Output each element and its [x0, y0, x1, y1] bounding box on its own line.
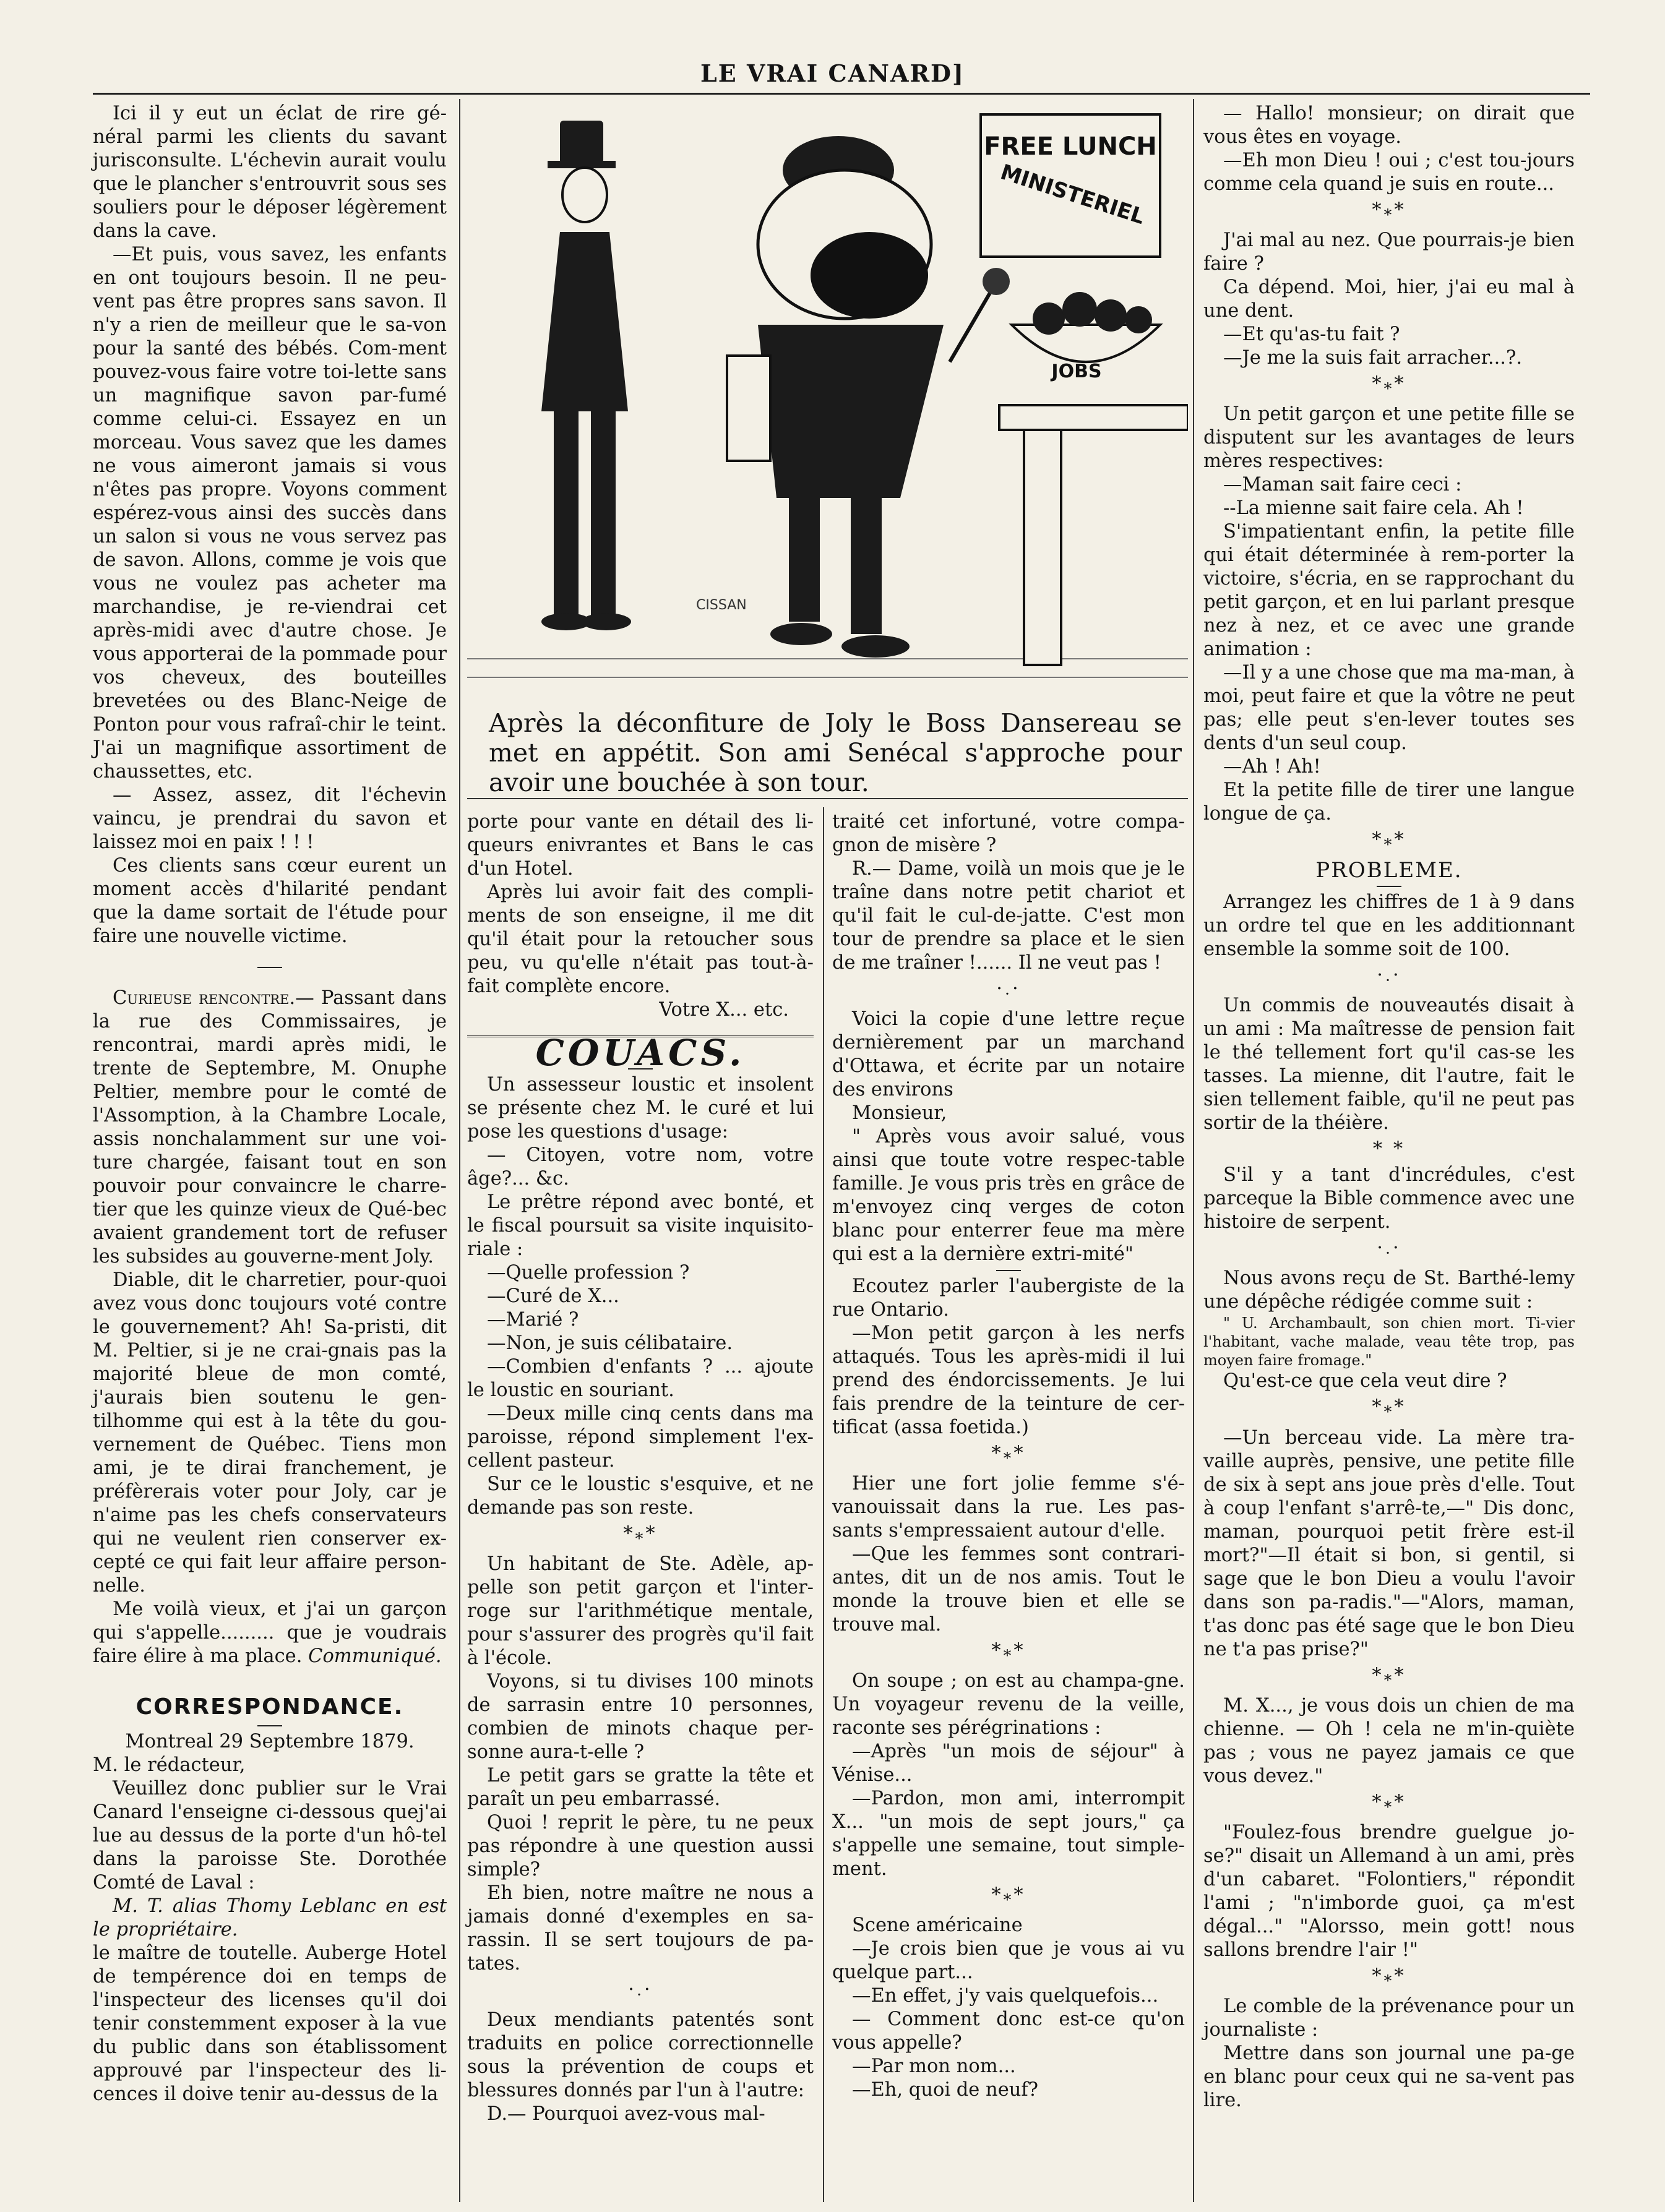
article-paragraph: Un assesseur loustic et insolent se présente chez M. le curé et lui pose les questions d'usage: — [467, 1074, 814, 1142]
article-paragraph: Voyons, si tu divises 100 minots de sarrasin entre 10 personnes, combien de minots chaque per-sonne aura-t-elle ? — [467, 1671, 814, 1764]
article-paragraph: Ca dépend. Moi, hier, j'ai eu mal à une dent. — [1203, 276, 1575, 322]
separator-stars: $\cdot_\cdot\cdot$ — [996, 978, 1021, 1003]
article-paragraph: traité cet infortuné, votre compa-gnon de misère ? — [832, 811, 1185, 856]
article-paragraph: —Et puis, vous savez, les enfants en ont toujours besoin. Il ne peu-vent pas être propres sans savon. Il n'y a rien de meilleur que le sa-von pour la santé des bébés. Com-ment pouvez-vous faire votre toi-lette sans un magnifique savon par-fumé comme celui-ci. Essayez en un morceau. Vous savez que les dames ne vous aimeront jamais si vous n'êtes pas propre. Voyons comment espérez-vous ainsi des succès dans un salon si vous ne vous servez pas de savon. Allons, comme je vois que vous ne voulez pas acheter ma marchandise, je re-viendrai cet après-midi avec d'autre chose. Je vous apporterai de la pommade pour vos cheveux, des bouteilles brevetées ou des Blanc-Neige de Ponton pour vous rafraî-chir le teint. J'ai un magnifique assortiment de chaussettes, etc. — [93, 244, 447, 782]
article-paragraph: Eh bien, notre maître ne nous a jamais donné d'exemples en sa-rassin. Il se sert toujours de pa-tates. — [467, 1882, 814, 1975]
signature: Communiqué. — [308, 1645, 442, 1667]
article-paragraph: Sur ce le loustic s'esquive, et ne demande pas son reste. — [467, 1473, 814, 1519]
article-paragraph: Voici la copie d'une lettre reçue dernièrement par un marchand d'Ottawa, et écrite par un notaire des environs — [832, 1008, 1185, 1101]
article-paragraph: —Ah ! Ah! — [1223, 756, 1321, 778]
article-paragraph: —Deux mille cinq cents dans ma paroisse, répond simplement l'ex-cellent pasteur. — [467, 1403, 814, 1472]
article-paragraph: " Après vous avoir salué, vous ainsi que toute votre respec-table famille. Je vous pris très en grâce de m'envoyez cinq verges de coton blanc pour enterrer feue ma mère qui est a la dernière extri-mité" — [832, 1126, 1185, 1266]
article-paragraph: Arrangez les chiffres de 1 à 9 dans un ordre tel que en les additionnant ensemble la somme soit de 100. — [1203, 891, 1575, 961]
article-paragraph: " U. Archambault, son chien mort. Ti-vier l'habitant, vache malade, veau tête trop, pas moyen faire fromage." — [1203, 1314, 1575, 1370]
third-column — [832, 810, 1185, 2102]
article-paragraph: —Quelle profession ? — [487, 1262, 690, 1284]
page-header: LE VRAI CANARD] — [700, 59, 965, 87]
separator-stars: $*_**$ — [1372, 1791, 1406, 1816]
article-paragraph: Après lui avoir fait des compli-ments de son enseigne, il me dit qu'il était pour la retoucher sous peu, vu qu'elle n'était pas tout-à-fait complète encore. — [467, 881, 814, 997]
article-paragraph: —En effet, j'y vais quelquefois... — [852, 1985, 1159, 2007]
article-paragraph: Et la petite fille de tirer une langue longue de ça. — [1203, 779, 1575, 825]
separator-stars: $*_**$ — [1372, 373, 1406, 398]
article-paragraph: —Après "un mois de séjour" à Vénise... — [832, 1741, 1185, 1786]
section-title: COUACS. — [535, 1032, 746, 1074]
article-paragraph: --La mienne sait faire cela. Ah ! — [1223, 497, 1524, 520]
signature: Votre X... etc. — [659, 999, 789, 1021]
article-paragraph: —Eh mon Dieu ! oui ; c'est tou-jours comme cela quand je suis en route... — [1203, 150, 1575, 195]
article-paragraph: — Hallo! monsieur; on dirait que vous êtes en voyage. — [1203, 103, 1575, 148]
separator-stars: $\cdot_\cdot\cdot$ — [1377, 964, 1401, 990]
article-paragraph: Veuillez donc publier sur le Vrai Canard l'enseigne ci-dessous quej'ai lue au dessus de la porte d'un hô-tel dans la paroisse Ste. Dorothée Comté de Laval : — [93, 1778, 447, 1893]
article-paragraph: Quoi ! reprit le père, tu ne peux pas répondre à une question aussi simple? — [467, 1812, 814, 1881]
separator-stars: $\cdot_\cdot\cdot$ — [628, 1979, 653, 2004]
article-paragraph: —Eh, quoi de neuf? — [852, 2079, 1039, 2101]
article-paragraph: —Mon petit garçon à les nerfs attaqués. Tous les après-midi il lui prend des éndorcissements. Je lui fais prendre de la teinture de cer-tificat (assa foetida.) — [832, 1322, 1185, 1439]
separator-stars: $*_**$ — [1372, 199, 1406, 225]
artist-signature: CISSAN — [696, 598, 747, 613]
left-column — [93, 102, 447, 2106]
section-title: CORRESPONDANCE. — [136, 1694, 404, 1720]
article-paragraph: —Un berceau vide. La mère tra-vaille auprès, pensive, une petite fille de six à sept ans joue près d'elle. Tout à coup l'enfant s'arrê-te,—" Dis donc, maman, pourquoi petit frère est-il mort?"—Il était si bon, si gentil, si sage que le bon Dieu a voulu l'avoir dans son pa-radis."—"Alors, maman, t'as donc pas été sage que le bon Dieu ne t'a pas prise?" — [1203, 1426, 1575, 1660]
sign-text: FREE LUNCH — [984, 132, 1157, 161]
separator — [257, 967, 282, 968]
article-paragraph: Me voilà vieux, et j'ai un garçon qui s'appelle......... que je voudrais faire élire à ma place. — [93, 1598, 447, 1667]
separator-stars: $*_**$ — [623, 1523, 658, 1548]
article-paragraph: On soupe ; on est au champa-gne. Un voyageur revenu de la veille, raconte ses pérégrinations : — [832, 1670, 1185, 1739]
article-paragraph: le maître de toutelle. Auberge Hotel de tempérence doi en temps de l'inspecteur des licenses qu'il doi tenir constemment exposer à la vue du public dans son établissoment approuvé par l'inspecteur des li-cences il doive tenir au-dessus de la — [93, 1942, 447, 2105]
separator-stars: $*_**$ — [1372, 1664, 1406, 1689]
article-paragraph: Le prêtre répond avec bonté, et le fiscal poursuit sa visite inquisito-riale : — [467, 1191, 814, 1260]
article-paragraph: Hier une fort jolie femme s'é-vanouissait dans la rue. Les pas-sants s'empressaient autour d'elle. — [832, 1473, 1185, 1542]
section-title: PROBLEME. — [1315, 858, 1463, 883]
separator-stars: $*_**$ — [991, 1443, 1026, 1468]
article-paragraph: M. X..., je vous dois un chien de ma chienne. — Oh ! cela ne m'in-quiète pas ; vous ne payez jamais ce que vous devez." — [1203, 1694, 1575, 1787]
separator-stars: $*_**$ — [991, 1640, 1026, 1665]
article-paragraph: "Foulez-fous brendre guelgue jo-se?" disait un Allemand à un ami, près d'un cabaret. "Folontiers," répondit l'ami ; "n'imborde guoi, ça m'est dégal..." "Alorsso, mein gott! nous sallons brendre l'air !" — [1203, 1821, 1575, 1961]
article-paragraph: Le petit gars se gratte la tête et paraît un peu embarrassé. — [467, 1765, 814, 1811]
article-paragraph: porte pour vante en détail des li-queurs enivrantes et Bans le cas d'un Hotel. — [467, 811, 814, 880]
article-paragraph: Monsieur, — [852, 1102, 947, 1125]
article-paragraph: —Par mon nom... — [852, 2056, 1016, 2078]
article-paragraph: —Il y a une chose que ma ma-man, à moi, peut faire et que la vôtre ne peut pas; elle peut s'en-lever toutes ses dents d'un seul coup. — [1203, 662, 1575, 755]
article-paragraph: S'impatientant enfin, la petite fille qui était déterminée à rem-porter la victoire, s'écria, en se rapprochant du petit garçon, et en lui parlant presque nez à nez, et ce avec une grande animation : — [1203, 521, 1575, 661]
column-rule — [823, 807, 824, 2202]
separator-stars: $*_**$ — [991, 1884, 1026, 1910]
article-paragraph: D.— Pourquoi avez-vous mal- — [487, 2103, 765, 2125]
article-paragraph: — Passant dans la rue des Commissaires, je rencontrai, mardi après midi, le trente de Septembre, M. Onuphe Peltier, membre pour le comté de l'Assomption, à la Chambre Locale, assis nonchalamment sur une voi-ture chargée, faisant tout en son pouvoir pour convaincre le charre-tier que les quinze vieux de Qué-bec avaient grandement tort de refuser les subsides au gouverne-ment Joly. — [93, 987, 447, 1267]
sign-text: MINISTERIEL — [997, 160, 1148, 229]
article-paragraph: J'ai mal au nez. Que pourrais-je bien faire ? — [1203, 229, 1575, 275]
right-column — [1203, 102, 1575, 2112]
article-paragraph: Diable, dit le charretier, pour-quoi avez vous donc toujours voté contre le gouvernement? Ah! Sa-pristi, dit M. Peltier, si je ne crai-gnais pas la majorité bleue de mon comté, j'aurais bien soutenu le gen-tilhomme qui est à la tête du gou-vernement de Québec. Tiens mon ami, je te dirai franchement, je préfèrerais voter pour Joly, car je n'aime pas les chefs conservateurs qui ne veulent rien conserver ex-cepté ce qui fait leur affaire person-nelle. — [93, 1269, 447, 1597]
article-paragraph: —Je crois bien que je vous ai vu quelque part... — [832, 1938, 1185, 1984]
article-paragraph: S'il y a tant d'incrédules, c'est parceque la Bible commence avec une histoire de serpent. — [1203, 1164, 1575, 1233]
article-paragraph: —Je me la suis fait arracher...?. — [1223, 347, 1523, 369]
article-paragraph: Qu'est-ce que cela veut dire ? — [1223, 1370, 1507, 1392]
article-paragraph: —Marié ? — [487, 1309, 579, 1331]
article-paragraph: —Combien d'enfants ? ... ajoute le loustic en souriant. — [467, 1356, 814, 1401]
column-rule — [1193, 99, 1194, 2202]
separator-stars: $\cdot_\cdot\cdot$ — [1377, 1237, 1401, 1262]
letter-salutation: M. le rédacteur, — [93, 1754, 246, 1776]
article-paragraph: — Assez, assez, dit l'échevin vaincu, je prendrai du savon et laissez moi en paix ! ! ! — [93, 784, 447, 853]
article-paragraph: —Et qu'as-tu fait ? — [1223, 324, 1400, 346]
article-paragraph: —Pardon, mon ami, interrompit X... "un mois de sept jours," ça s'appelle une semaine, tout simple-ment. — [832, 1788, 1185, 1880]
article-paragraph: Un habitant de Ste. Adèle, ap-pelle son petit garçon et l'inter-roge sur l'arithmétique mentale, pour s'assurer des progrès qu'il fait à l'école. — [467, 1553, 814, 1670]
header-rule — [93, 93, 1590, 95]
article-paragraph: —Non, je suis célibataire. — [487, 1332, 733, 1354]
column-rule — [459, 99, 460, 2202]
separator — [996, 1270, 1021, 1271]
middle-column — [467, 810, 814, 2126]
article-paragraph: Le comble de la prévenance pour un journaliste : — [1203, 1995, 1575, 2041]
article-paragraph: —Que les femmes sont contrari-antes, dit un de nos amis. Tout le monde la trouve bien et elle se trouve mal. — [832, 1543, 1185, 1636]
section-head: Curieuse rencontre. — [113, 987, 296, 1009]
article-paragraph: M. T. alias Thomy Leblanc en est le propriétaire. — [93, 1895, 447, 1940]
separator-stars: $*_**$ — [1372, 1396, 1406, 1421]
separator-stars: $*_**$ — [1372, 1965, 1406, 1990]
article-paragraph: Un commis de nouveautés disait à un ami : Ma maîtresse de pension fait le thé tellement fort qu'il cas-se les tasses. La mienne, dit l'autre, fait le sien tellement faible, qu'il ne peut pas sortir de la théière. — [1203, 995, 1575, 1134]
cartoon-illustration — [467, 102, 1188, 696]
article-paragraph: — Citoyen, votre nom, votre âge?... &c. — [467, 1144, 814, 1190]
separator-stars: * * — [1372, 1138, 1406, 1160]
article-paragraph: —Maman sait faire ceci : — [1223, 474, 1462, 496]
letter-date: Montreal 29 Septembre 1879. — [125, 1731, 415, 1752]
separator — [1377, 886, 1401, 887]
article-paragraph: Scene américaine — [852, 1914, 1023, 1937]
article-paragraph: Deux mendiants patentés sont traduits en police correctionnelle sous la prévention de coups et blessures donnés par l'un à l'autre: — [467, 2009, 814, 2102]
article-paragraph: Un petit garçon et une petite fille se disputent sur les avantages de leurs mères respectives: — [1203, 403, 1575, 473]
separator-stars: $*_**$ — [1372, 829, 1406, 854]
separator — [257, 1725, 282, 1726]
free-lunch-sign — [981, 114, 1160, 257]
article-paragraph: Ici il y eut un éclat de rire gé-néral parmi les clients du savant jurisconsulte. L'échevin aurait voulu que le plancher s'entrouvrit sous ses souliers pour le déposer légèrement dans la cave. — [93, 103, 447, 242]
article-paragraph: —Curé de X... — [487, 1285, 619, 1307]
article-paragraph: Mettre dans son journal une pa-ge en blanc pour ceux qui ne sa-vent pas lire. — [1203, 2042, 1575, 2111]
cartoon-caption: Après la déconfiture de Joly le Boss Dansereau se met en appétit. Son ami Senécal s'approche pour avoir une bouchée à son tour. — [489, 708, 1182, 797]
article-paragraph: Nous avons reçu de St. Barthé-lemy une dépêche rédigée comme suit : — [1203, 1267, 1575, 1313]
article-paragraph: Ces clients sans cœur eurent un moment accès d'hilarité pendant que la dame sortait de l'étude pour faire une nouvelle victime. — [93, 855, 447, 947]
article-paragraph: — Comment donc est-ce qu'on vous appelle? — [832, 2008, 1185, 2054]
article-paragraph: R.— Dame, voilà un mois que je le traîne dans notre petit chariot et qu'il fait le cul-de-jatte. C'est mon tour de prendre sa place et le sien de me traîner !...... Il ne veut pas ! — [832, 858, 1185, 974]
caption-rule — [467, 798, 1188, 799]
bowl-label: JOBS — [1051, 361, 1102, 382]
article-paragraph: Ecoutez parler l'aubergiste de la rue Ontario. — [832, 1275, 1185, 1321]
